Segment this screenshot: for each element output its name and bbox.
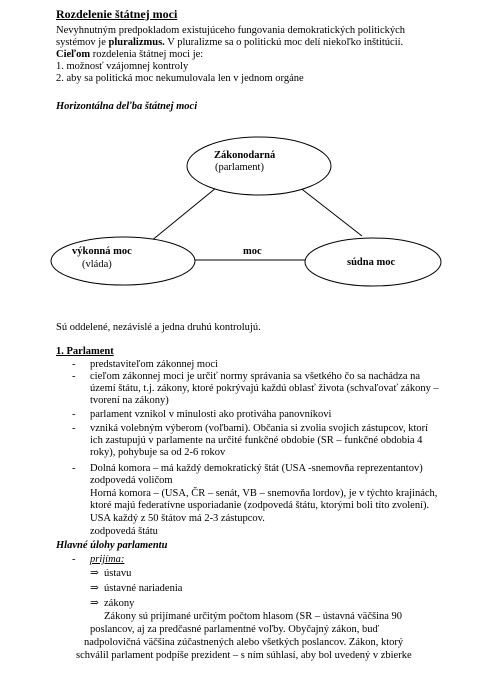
- arrow-icon: ⇒: [90, 583, 99, 594]
- bullet-dash: -: [72, 554, 76, 565]
- bullet-text: Horná komora – (USA, ČR – senát, VB – snemovňa lordov), je v týchto krajinách,: [90, 488, 438, 499]
- laws-text-line: Zákony sú prijímané určitým počtom hlasom (SR – ústavná väčšina 90: [104, 611, 403, 622]
- bullet-text: ich zastupujú v parlamente na určité funkčné obdobie (SR – funkčné obdobia 4: [90, 435, 423, 446]
- bullet-text: zodpovedá voličom: [90, 475, 173, 486]
- goal-item-1: 1. možnosť vzájomnej kontroly: [56, 61, 189, 72]
- judicial-label: súdna moc: [347, 257, 396, 268]
- arrow-item: ústavu: [104, 568, 132, 579]
- arrow-icon: ⇒: [90, 568, 99, 579]
- edge-label: moc: [243, 246, 262, 257]
- edge-legislative-judicial: [294, 183, 362, 236]
- laws-text-line: nadpolovičná väčšina zúčastnených alebo všetkých poslancov. Zákon, ktorý: [84, 637, 404, 648]
- intro-line-2-a: systémov je: [56, 37, 109, 48]
- bullet-text: cieľom zákonnej moci je určiť normy správania sa všetkého čo sa nachádza na: [90, 371, 421, 382]
- bullet-dash: -: [72, 463, 76, 474]
- executive-node: [51, 237, 195, 285]
- goal-label: Cieľom: [56, 49, 91, 60]
- page-title: Rozdelenie štátnej moci: [56, 7, 178, 21]
- bullet-dash: -: [72, 423, 76, 434]
- bullet-text: Dolná komora – má každý demokratický štát (USA -snemovňa reprezentantov): [90, 463, 423, 474]
- pluralism-term: pluralizmus.: [108, 37, 165, 48]
- bullet-text: predstaviteľom zákonnej moci: [90, 359, 218, 370]
- edge-legislative-executive: [145, 183, 222, 246]
- bullet-text: zodpovedá štátu: [90, 526, 158, 537]
- arrow-item: zákony: [104, 598, 135, 609]
- bullet-text: ktoré majú federatívne usporiadanie (zodpovedá štátu, ktorými boli títo zvolení).: [90, 500, 430, 511]
- section-parliament-heading: 1. Parlament: [56, 346, 114, 357]
- bullet-text: roky), pohybuje sa od 2-6 rokov: [90, 447, 226, 458]
- bullet-text: tvorení na zákony): [90, 395, 169, 406]
- bullet-text: území štátu, t.j. zákony, ktoré pokrývajú každú oblasť života (schvaľovať zákony –: [90, 383, 439, 394]
- laws-text-line: poslancov, aj za predčasné parlamentné voľby. Obyčajný zákon, buď: [90, 624, 380, 635]
- legislative-label: Zákonodarná: [214, 150, 276, 161]
- goal-item-2: 2. aby sa politická moc nekumulovala len v jednom orgáne: [56, 73, 304, 84]
- intro-line-1: Nevyhnutným predpokladom existujúceho fungovania demokratických politických: [56, 25, 406, 36]
- bullet-dash: -: [72, 371, 76, 382]
- legislative-sub: (parlament): [215, 162, 264, 173]
- bullet-dash: -: [72, 409, 76, 420]
- bullet-text: parlament vznikol v minulosti ako protiváha panovníkovi: [90, 409, 332, 420]
- intro-line-2-c: V pluralizme sa o politickú moc delí niekoľko inštitúcií.: [164, 37, 404, 48]
- bullet-text: USA každý z 50 štátov má 2-3 zástupcov.: [90, 513, 265, 524]
- arrow-item: ústavné nariadenia: [104, 583, 183, 594]
- bullet-dash: -: [72, 359, 76, 370]
- laws-text-line: schválil parlament podpíše prezident – s ním súhlasí, aby bol uvedený v zbierke: [76, 650, 412, 661]
- separation-note: Sú oddelené, nezávislé a jedna druhú kontrolujú.: [56, 322, 261, 333]
- executive-sub: (vláda): [82, 259, 112, 270]
- goal-rest: rozdelenia štátnej moci je:: [90, 49, 204, 60]
- bullet-text: vzniká volebným výberom (voľbami). Občania si zvolia svojich zástupcov, ktorí: [90, 423, 429, 434]
- tasks-heading: Hlavné úlohy parlamentu: [56, 540, 168, 551]
- arrow-icon: ⇒: [90, 598, 99, 609]
- horizontal-heading: Horizontálna deľba štátnej moci: [56, 101, 198, 112]
- executive-label: výkonná moc: [72, 246, 132, 257]
- prijima-label: prijíma:: [90, 554, 125, 565]
